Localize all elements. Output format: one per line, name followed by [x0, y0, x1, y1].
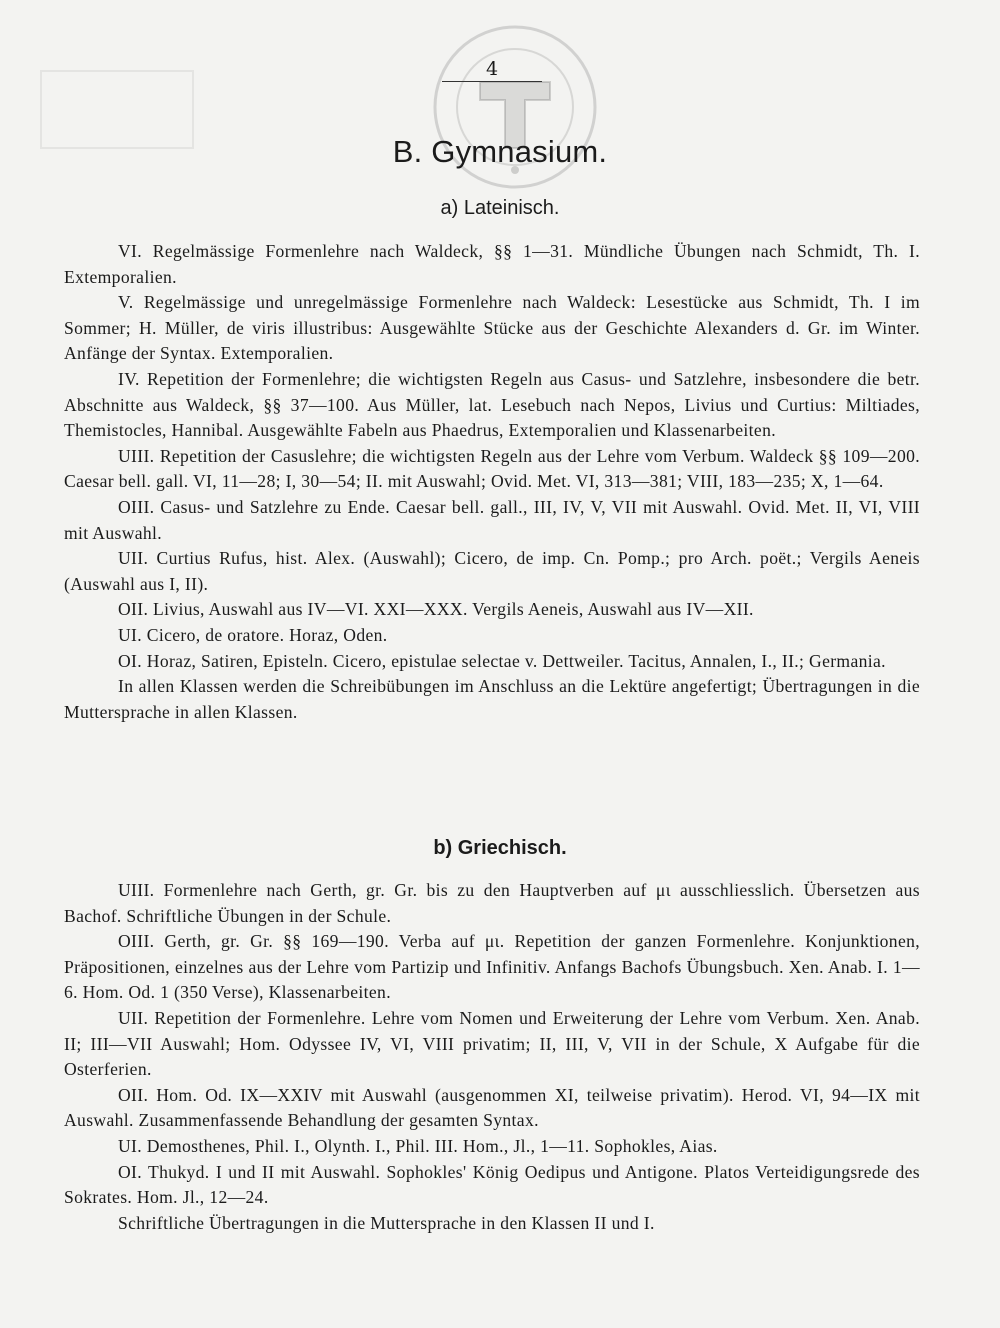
- greek-paragraph: OII. Hom. Od. IX—XXIV mit Auswahl (ausgenommen XI, teilweise privatim). Herod. VI, 94—IX mit Auswahl. Zusammenfassende Behandlung der gesamten Syntax.: [64, 1084, 920, 1131]
- latin-paragraph: UII. Curtius Rufus, hist. Alex. (Auswahl); Cicero, de imp. Cn. Pomp.; pro Arch. poët.; Vergils Aeneis (Auswahl aus I, II).: [64, 548, 920, 594]
- latin-paragraph: OI. Horaz, Satiren, Episteln. Cicero, epistulae selectae v. Dettweiler. Tacitus, Annalen, I., II.; Germania.: [118, 650, 886, 671]
- greek-paragraph: OIII. Gerth, gr. Gr. §§ 169—190. Verba auf μι. Repetition der ganzen Formenlehre. Konjunktionen, Präpositionen, einzelnes aus der Lehre vom Partizip und Infinitiv. Anfangs Bachofs Übungsbuch. Xen. Anab. I. 1—6. Hom. Od. 1 (350 Verse), Klassenarbeiten.: [64, 931, 920, 1003]
- latin-paragraph: In allen Klassen werden die Schreibübungen im Anschluss an die Lektüre angefertigt; Übertragungen in die Muttersprache in allen Klassen.: [64, 676, 920, 722]
- greek-section: [64, 878, 920, 1236]
- greek-paragraph: UII. Repetition der Formenlehre. Lehre vom Nomen und Erweiterung der Lehre vom Verbum. Xen. Anab. II; III—VII Auswahl; Hom. Odyssee IV, VI, VIII privatim; II, III, V, VII in der Schule, X Aufgabe für die Osterferien.: [64, 1007, 920, 1080]
- latin-section: [64, 239, 920, 725]
- latin-paragraph: OII. Livius, Auswahl aus IV—VI. XXI—XXX. Vergils Aeneis, Auswahl aus IV—XII.: [118, 599, 754, 620]
- latin-paragraph: UIII. Repetition der Casuslehre; die wichtigsten Regeln aus der Lehre vom Verbum. Waldeck §§ 109—200. Caesar bell. gall. VI, 11—28; I, 30—54; II. mit Auswahl; Ovid. Met. VI, 313—381; VIII, 183—235; X, 1—64.: [64, 445, 920, 492]
- latin-paragraph: VI. Regelmässige Formenlehre nach Waldeck, §§ 1—31. Mündliche Übungen nach Schmidt, Th. I. Extemporalien.: [64, 241, 920, 287]
- greek-paragraph: UIII. Formenlehre nach Gerth, gr. Gr. bis zu den Hauptverben auf μι ausschliesslich. Übersetzen aus Bachof. Schriftliche Übungen in der Schule.: [64, 880, 920, 926]
- latin-paragraph: IV. Repetition der Formenlehre; die wichtigsten Regeln aus Casus- und Satzlehre, insbesondere die betr. Abschnitte aus Waldeck, §§ 37—100. Aus Müller, lat. Lesebuch nach Nepos, Livius und Curtius: Miltiades, Themistocles, Hannibal. Ausgewählte Fabeln aus Phaedrus, Extemporalien und Klassenarbeiten.: [64, 368, 920, 441]
- section-title: B. Gymnasium.: [392, 134, 608, 169]
- page-number: 4: [442, 58, 542, 82]
- latin-paragraph: V. Regelmässige und unregelmässige Formenlehre nach Waldeck: Lesestücke aus Schmidt, Th. I im Sommer; H. Müller, de viris illustribus: Ausgewählte Stücke aus der Geschichte Alexanders d. Gr. im Winter. Anfänge der Syntax. Extemporalien.: [64, 292, 920, 364]
- greek-paragraph: Schriftliche Übertragungen in die Muttersprache in den Klassen II und I.: [118, 1212, 655, 1233]
- greek-heading: b) Griechisch.: [433, 837, 567, 859]
- latin-paragraph: UI. Cicero, de oratore. Horaz, Oden.: [118, 624, 388, 645]
- latin-paragraph: OIII. Casus- und Satzlehre zu Ende. Caesar bell. gall., III, IV, V, VII mit Auswahl. Ovid. Met. II, VI, VIII mit Auswahl.: [64, 496, 920, 543]
- greek-paragraph: UI. Demosthenes, Phil. I., Olynth. I., Phil. III. Hom., Jl., 1—11. Sophokles, Aias.: [118, 1135, 718, 1156]
- latin-heading: a) Lateinisch.: [440, 197, 560, 219]
- greek-paragraph: OI. Thukyd. I und II mit Auswahl. Sophokles' König Oedipus und Antigone. Platos Verteidigungsrede des Sokrates. Hom. Jl., 12—24.: [64, 1161, 920, 1208]
